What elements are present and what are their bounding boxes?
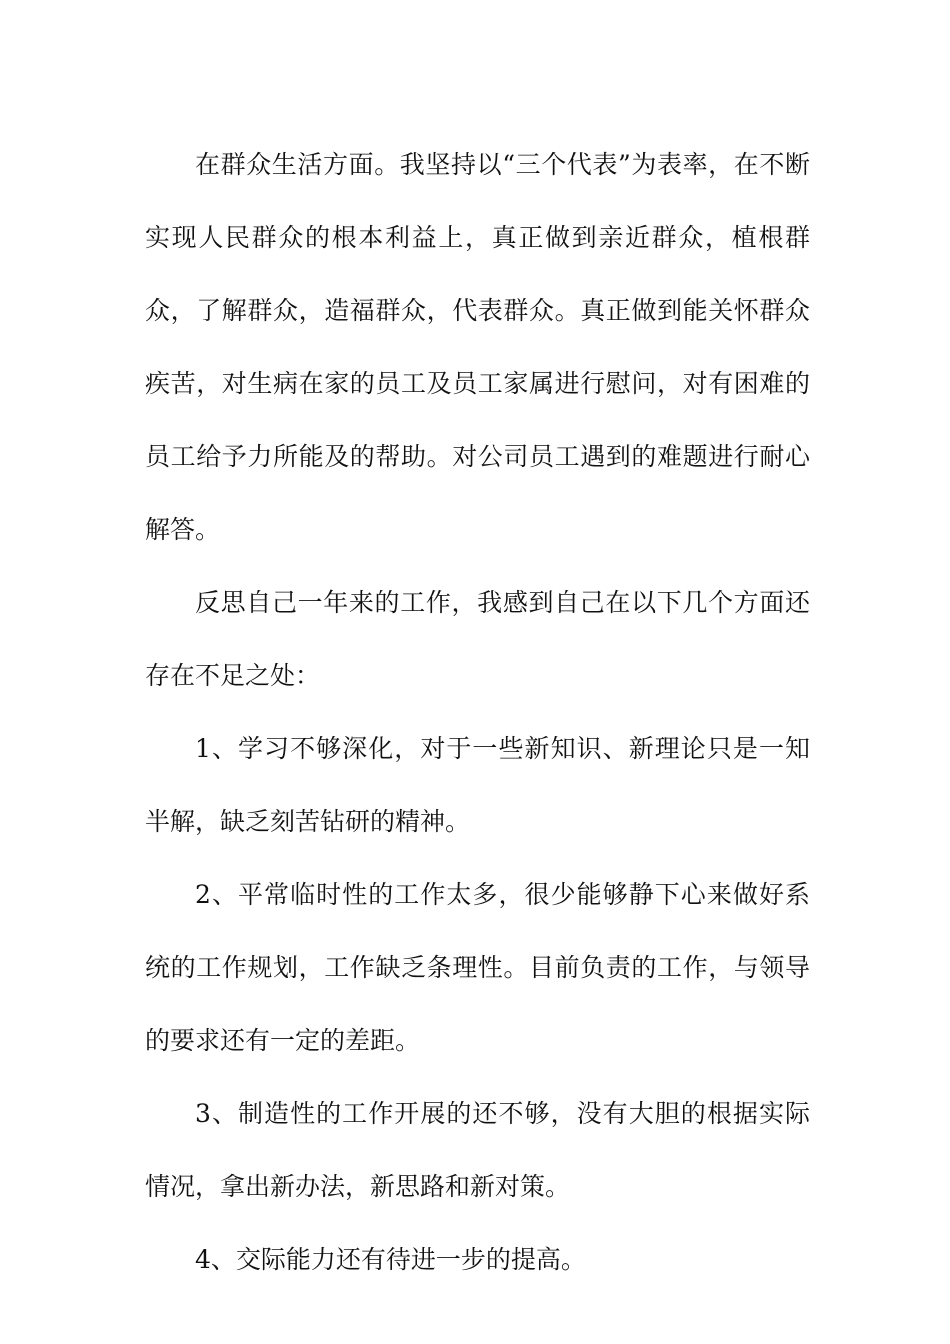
paragraph-shortcoming-2: 2、平常临时性的工作太多，很少能够静下心来做好系统的工作规划，工作缺乏条理性。目前负责的工作，与领导的要求还有一定的差距。 <box>145 880 810 1055</box>
document-body <box>145 128 810 1296</box>
paragraph-shortcoming-4: 4、交际能力还有待进一步的提高。 <box>195 1245 586 1274</box>
paragraph-reflection: 反思自己一年来的工作，我感到自己在以下几个方面还存在不足之处： <box>145 588 810 690</box>
paragraph-shortcoming-1: 1、学习不够深化，对于一些新知识、新理论只是一知半解，缺乏刻苦钻研的精神。 <box>145 734 810 836</box>
paragraph-shortcoming-3: 3、制造性的工作开展的还不够，没有大胆的根据实际情况，拿出新办法，新思路和新对策。 <box>145 1099 810 1201</box>
paragraph-mass-life: 在群众生活方面。我坚持以“三个代表”为表率，在不断实现人民群众的根本利益上，真正做到亲近群众，植根群众，了解群众，造福群众，代表群众。真正做到能关怀群众疾苦，对生病在家的员工及员工家属进行慰问，对有困难的员工给予力所能及的帮助。对公司员工遇到的难题进行耐心解答。 <box>145 150 810 544</box>
